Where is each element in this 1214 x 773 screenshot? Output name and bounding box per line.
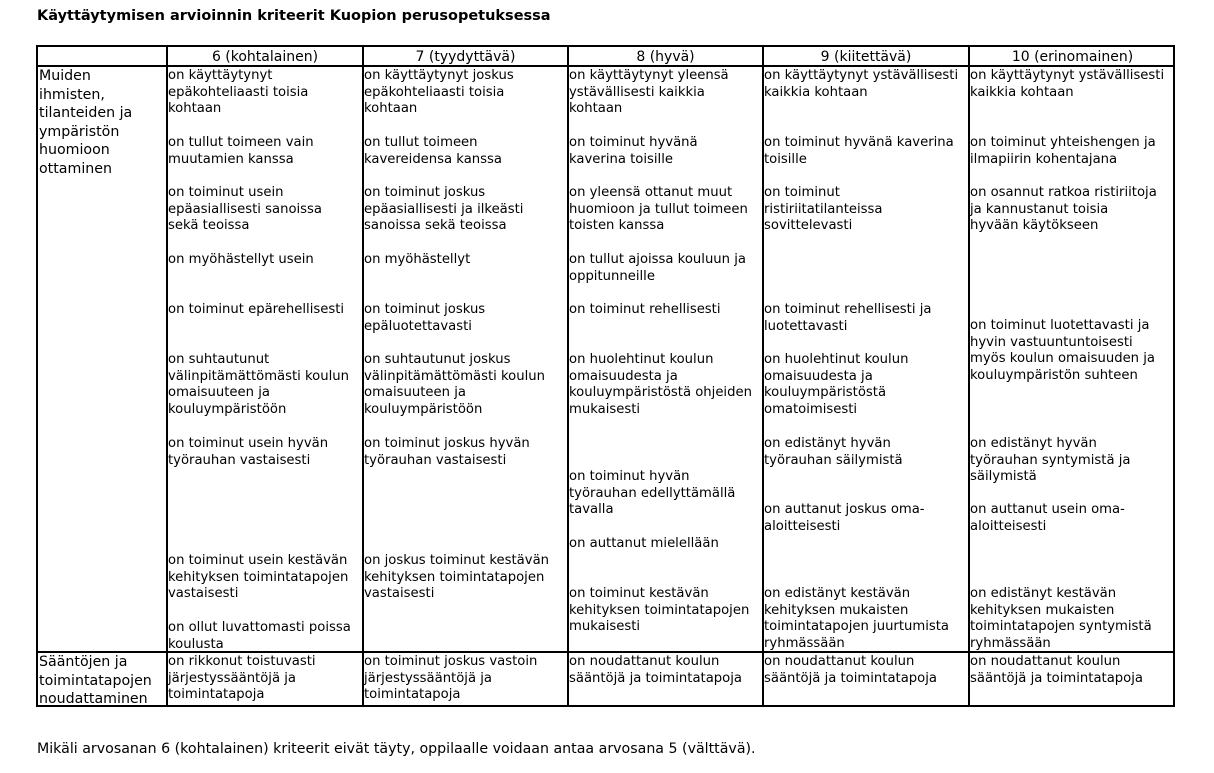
- row-label-rules: Sääntöjen ja toimintatapojen noudattaminen: [39, 654, 152, 708]
- criterion-cell: on noudattanut koulun sääntöjä ja toimintatapoja: [764, 654, 937, 686]
- criterion-cell: on toiminut rehellisesti: [569, 302, 721, 317]
- criterion-cell: on auttanut mielellään: [569, 536, 719, 551]
- criterion-cell: on noudattanut koulun sääntöjä ja toimintatapoja: [569, 654, 742, 686]
- header-grade-10: 10 (erinomainen): [1011, 49, 1134, 65]
- criterion-cell: on toiminut rehellisesti ja luotettavasti: [764, 302, 932, 334]
- criterion-cell: on toiminut hyvän työrauhan edellyttämällä tavalla: [569, 469, 736, 518]
- criterion-cell: on käyttäytynyt epäkohteliaasti toisia kohtaan: [168, 68, 309, 117]
- criterion-cell: on edistänyt kestävän kehityksen mukaisten toimintatapojen juurtumista ryhmässään: [764, 586, 950, 651]
- row-label-consideration: Muiden ihmisten, tilanteiden ja ympäristön huomioon ottaminen: [39, 68, 133, 177]
- criterion-cell: on toiminut joskus epäluotettavasti: [364, 302, 486, 334]
- criterion-cell: on toiminut hyvänä kaverina toisille: [569, 135, 698, 167]
- criterion-cell: on tullut toimeen kavereidensa kanssa: [364, 135, 502, 167]
- criterion-cell: on ollut luvattomasti poissa koulusta: [168, 620, 351, 652]
- criterion-cell: on toiminut kestävän kehityksen toimintatapojen mukaisesti: [569, 586, 750, 635]
- criterion-cell: on myöhästellyt: [364, 252, 471, 267]
- criterion-cell: on toiminut usein epäasiallisesti sanoissa sekä teoissa: [168, 185, 323, 234]
- header-grade-8: 8 (hyvä): [636, 49, 695, 65]
- criterion-cell: on käyttäytynyt yleensä ystävällisesti kaikkia kohtaan: [569, 68, 729, 117]
- criterion-cell: on toiminut yhteishengen ja ilmapiirin kohentajana: [970, 135, 1156, 167]
- criterion-cell: on käyttäytynyt ystävällisesti kaikkia kohtaan: [764, 68, 959, 100]
- criterion-cell: on toiminut luotettavasti ja hyvin vastuuntuntoisesti myös koulun omaisuuden ja kouluympäristön suhteen: [970, 318, 1155, 383]
- footnote: Mikäli arvosanan 6 (kohtalainen) kriteerit eivät täyty, oppilaalle voidaan antaa arvosana 5 (välttävä).: [37, 741, 756, 757]
- criterion-cell: on toiminut joskus vastoin järjestyssääntöjä ja toimintatapoja: [364, 654, 538, 703]
- criteria-table: [36, 45, 1175, 707]
- criterion-cell: on tullut ajoissa kouluun ja oppitunneille: [569, 252, 746, 284]
- criterion-cell: on toiminut hyvänä kaverina toisille: [764, 135, 954, 167]
- criterion-cell: on edistänyt hyvän työrauhan syntymistä ja säilymistä: [970, 436, 1131, 485]
- criterion-cell: on yleensä ottanut muut huomioon ja tullut toimeen toisten kanssa: [569, 185, 748, 234]
- criterion-cell: on myöhästellyt usein: [168, 252, 314, 267]
- page-title: Käyttäytymisen arvioinnin kriteerit Kuopion perusopetuksessa: [37, 8, 551, 24]
- criterion-cell: on huolehtinut koulun omaisuudesta ja kouluympäristöstä ohjeiden mukaisesti: [569, 352, 752, 417]
- criterion-cell: on joskus toiminut kestävän kehityksen toimintatapojen vastaisesti: [364, 553, 550, 602]
- criterion-cell: on osannut ratkoa ristiriitoja ja kannustanut toisia hyvään käytökseen: [970, 185, 1157, 234]
- criterion-cell: on noudattanut koulun sääntöjä ja toimintatapoja: [970, 654, 1143, 686]
- criterion-cell: on auttanut usein oma- aloitteisesti: [970, 502, 1125, 534]
- criterion-cell: on huolehtinut koulun omaisuudesta ja kouluympäristöstä omatoimisesti: [764, 352, 909, 417]
- criterion-cell: on toiminut joskus epäasiallisesti ja ilkeästi sanoissa sekä teoissa: [364, 185, 524, 234]
- criterion-cell: on tullut toimeen vain muutamien kanssa: [168, 135, 314, 167]
- criterion-cell: on käyttäytynyt ystävällisesti kaikkia kohtaan: [970, 68, 1165, 100]
- criterion-cell: on suhtautunut välinpitämättömästi koulun omaisuuteen ja kouluympäristöön: [168, 352, 349, 417]
- criterion-cell: on käyttäytynyt joskus epäkohteliaasti toisia kohtaan: [364, 68, 514, 117]
- criterion-cell: on suhtautunut joskus välinpitämättömästi koulun omaisuuteen ja kouluympäristöön: [364, 352, 545, 417]
- criterion-cell: on rikkonut toistuvasti järjestyssääntöjä ja toimintatapoja: [168, 654, 316, 703]
- criterion-cell: on toiminut joskus hyvän työrauhan vastaisesti: [364, 436, 530, 468]
- criterion-cell: on edistänyt kestävän kehityksen mukaisten toimintatapojen syntymistä ryhmässään: [970, 586, 1152, 651]
- criterion-cell: on auttanut joskus oma- aloitteisesti: [764, 502, 925, 534]
- header-grade-7: 7 (tyydyttävä): [415, 49, 516, 65]
- criterion-cell: on edistänyt hyvän työrauhan säilymistä: [764, 436, 903, 468]
- criterion-cell: on toiminut epärehellisesti: [168, 302, 345, 317]
- criterion-cell: on toiminut usein kestävän kehityksen toimintatapojen vastaisesti: [168, 553, 349, 602]
- header-grade-6: 6 (kohtalainen): [211, 49, 319, 65]
- header-grade-9: 9 (kiitettävä): [820, 49, 912, 65]
- criterion-cell: on toiminut usein hyvän työrauhan vastaisesti: [168, 436, 329, 468]
- criterion-cell: on toiminut ristiriitatilanteissa sovittelevasti: [764, 185, 883, 234]
